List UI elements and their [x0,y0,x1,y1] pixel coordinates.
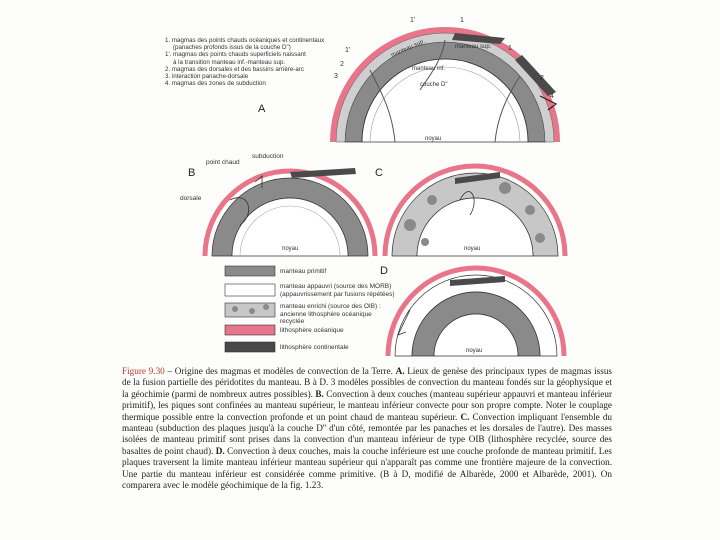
num-3: 3 [334,73,338,80]
legend-litho-oceanique: lithosphère océanique [280,327,344,334]
figure-caption [122,366,612,491]
label-subduction: subduction [252,153,284,160]
caption-c-text: Convection impliquant l'ensemble du manteau (subduction des plaques jusqu'à la couche D'' d'un côté, remontée par les panaches et les dorsales de l'autre). Des masses isolées de manteau primitif sont prises dans la convection d'un manteau inférieur de type OIB (lithosphère recyclée, source des basaltes de point chaud). [122,411,613,456]
label-noyau-d: noyau [466,348,483,354]
num-1-b: 1 [508,45,512,52]
label-noyau-c: noyau [464,246,481,252]
panel-d-letter: D [380,265,388,277]
legend-appauvri: manteau appauvri (source des MORB) (appauvrissement par fusions répétées) [280,283,395,298]
caption-a-label: A. [395,366,405,376]
caption-d-label: D. [215,445,225,456]
list-item: à la transition manteau inf.-manteau sup. [173,58,286,66]
caption-b-text: Convection à deux couches (manteau supérieur appauvri et manteau inférieur primitif), les piques sont confinées au manteau supérieur, le manteau inférieur convecte pour son propre compte. Noter le couplage thermique possible entre la convection profonde et un point chaud de manteau supérieur. [122,388,612,422]
num-1-prime-b: 1' [345,47,351,54]
legend-enrichi: manteau enrichi (source des OIB) : ancienne lithosphère océanique recyclée [280,303,381,325]
list-item: 4. magmas des zones de subduction [165,80,266,88]
label-manteau-sup-2: manteau sup. [455,44,492,50]
label-couche: couche D" [420,82,448,88]
panel-c-letter: C [375,167,383,179]
magma-source-list [165,37,355,87]
panel-d [388,268,564,356]
label-manteau-sup: manteau sup. [390,38,427,59]
caption-a-text: Lieux de genèse des principaux types de magmas issus de la fusion partielle des péridotites du manteau. B à D. 3 modèles possibles de convection du manteau fondés sur la géophysique et la géochimie (parmi de nombreux autres possibles). [122,366,612,399]
caption-title-rest: – Origine des magmas et modèles de convection de la Terre. [164,366,393,376]
list-item: 2. magmas des dorsales et des bassins arrière-arc [165,65,304,73]
num-2-b: 2 [340,61,344,68]
num-4: 4 [550,93,554,100]
legend-swatches [225,266,275,352]
num-1-prime-a: 1' [410,17,416,24]
list-item: 1. magmas des points chauds océaniques et continentaux [165,37,325,44]
caption-title: Figure 9.30 [122,366,165,376]
list-item: 3. interaction panache-dorsale [165,73,249,81]
list-item: 1'. magmas des points chauds superficiels naissant [165,51,306,59]
legend-litho-continentale: lithosphère continentale [280,344,349,351]
num-1-a: 1 [460,17,464,24]
panel-a-letter: A [258,103,266,115]
legend-primitif: manteau primitif [280,268,327,275]
panel-b-letter: B [188,167,196,179]
caption-c-label: C. [460,411,470,422]
label-point-chaud: point chaud [206,159,240,166]
panel-b [205,168,375,256]
label-noyau-b: noyau [282,246,299,252]
label-dorsale: dorsale [180,195,202,202]
label-noyau-a: noyau [425,136,442,142]
panel-c [385,166,565,256]
caption-b-label: B. [315,388,324,399]
num-2-a: 2 [540,75,544,82]
label-manteau-inf: manteau inf. [412,66,446,72]
caption-d-text: Convection à deux couches, mais la couche inférieure est une couche profonde de manteau primitif. Les plaques traversent la limite manteau inférieur manteau supérieur qui n'apparaît pas comme une frontière majeure de la convection. Une partie du manteau inférieur est considérée comme primitive. (B à D, modifié de Albarède, 2000 et Albarède, 2001). On comparera avec le modèle géochimique de la fig. 1.23. [122,445,613,491]
list-item: (panaches profonds issus de la couche D") [173,44,291,52]
